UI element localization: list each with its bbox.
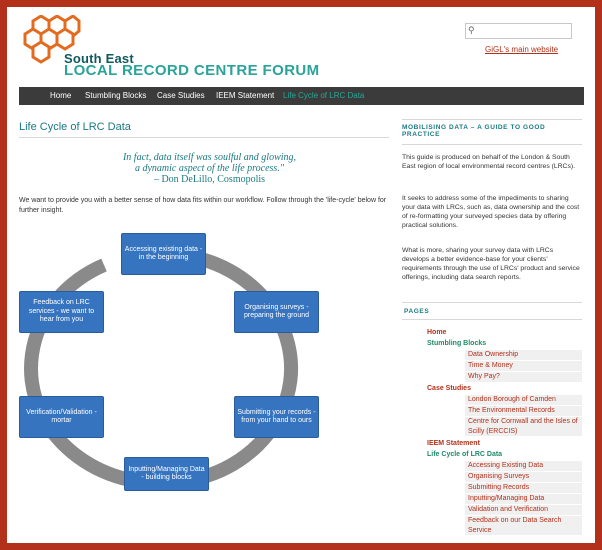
sidebar-para-2: It seeks to address some of the impediments to sharing your data with LRCs, such as, data ownership and the cost of re-formatting your surveyed species data by offering practical solutions. xyxy=(402,195,580,229)
sidebar-top-rule xyxy=(402,119,582,120)
quote xyxy=(67,152,352,185)
pages-life-cycle[interactable]: Life Cycle of LRC Data xyxy=(427,451,503,458)
pages-inputting-managing-data[interactable]: Inputting/Managing Data xyxy=(465,494,582,504)
pages-feedback[interactable]: Feedback on our Data Search Service xyxy=(465,516,582,535)
step-organising-surveys[interactable]: Organising surveys - preparing the ground xyxy=(234,291,319,333)
pages-heading-rule xyxy=(402,319,582,320)
quote-line-1: In fact, data itself was soulful and glowing, xyxy=(122,152,297,163)
page-title: Life Cycle of LRC Data xyxy=(19,121,131,133)
title-divider xyxy=(19,137,389,138)
page xyxy=(7,7,595,543)
gigl-website-link[interactable]: GiGL's main website xyxy=(485,45,559,54)
pages-validation-verification[interactable]: Validation and Verification xyxy=(465,505,582,515)
pages-stumbling-blocks[interactable]: Stumbling Blocks xyxy=(427,340,487,347)
search-input[interactable] xyxy=(465,23,572,39)
pages-top-rule xyxy=(402,302,582,303)
step-feedback[interactable]: Feedback on LRC services - we want to hear from you xyxy=(19,291,104,333)
sidebar-heading-rule xyxy=(402,144,582,145)
step-inputting-data[interactable]: Inputting/Managing Data - building blocks xyxy=(124,457,209,491)
nav-ieem-statement[interactable]: IEEM Statement xyxy=(216,91,275,100)
step-submitting-records[interactable]: Submitting your records - from your hand to ours xyxy=(234,396,319,438)
life-cycle-diagram xyxy=(19,225,339,493)
sidebar-para-1: This guide is produced on behalf of the London & South East region of local environmental record centres (LRCs). xyxy=(402,154,576,170)
pages-home[interactable]: Home xyxy=(427,329,447,336)
step-verification[interactable]: Verification/Validation - mortar xyxy=(19,396,104,438)
nav-home[interactable]: Home xyxy=(50,91,72,100)
main-nav xyxy=(19,87,584,105)
pages-submitting-records[interactable]: Submitting Records xyxy=(465,483,582,493)
sidebar-para-3: What is more, sharing your survey data with LRCs develops a better evidence-base for your clients' requirements through the use of LRCs' product and service offerings, including data search reports. xyxy=(402,247,580,281)
pages-data-ownership[interactable]: Data Ownership xyxy=(465,350,582,360)
search-icon: ⚲ xyxy=(468,25,475,35)
pages-environmental-records[interactable]: The Environmental Records xyxy=(465,406,582,416)
pages-organising-surveys[interactable]: Organising Surveys xyxy=(465,472,582,482)
pages-why-pay[interactable]: Why Pay? xyxy=(465,372,582,382)
brand-line-2: LOCAL RECORD CENTRE FORUM xyxy=(64,62,320,79)
brand-line-1: South East xyxy=(64,51,134,66)
intro-text: We want to provide you with a better sense of how data fits within our workflow. Follow through the 'life-cycle' below for further insight. xyxy=(19,197,387,214)
nav-life-cycle[interactable]: Life Cycle of LRC Data xyxy=(283,91,365,100)
pages-ieem-statement[interactable]: IEEM Statement xyxy=(427,440,480,447)
step-accessing-data[interactable]: Accessing existing data - in the beginning xyxy=(121,233,206,275)
pages-camden[interactable]: London Borough of Camden xyxy=(465,395,582,405)
pages-erccis[interactable]: Centre for Cornwall and the Isles of Scilly (ERCCIS) xyxy=(465,417,582,436)
pages-time-money[interactable]: Time & Money xyxy=(465,361,582,371)
nav-stumbling-blocks[interactable]: Stumbling Blocks xyxy=(85,91,147,100)
quote-attribution: – Don DeLillo, Cosmopolis xyxy=(153,174,266,185)
pages-case-studies[interactable]: Case Studies xyxy=(427,385,471,392)
quote-line-2: a dynamic aspect of the life process." xyxy=(134,163,285,174)
sidebar-heading: MOBILISING DATA – A GUIDE TO GOOD PRACTICE xyxy=(402,124,546,138)
nav-case-studies[interactable]: Case Studies xyxy=(157,91,205,100)
pages-heading: PAGES xyxy=(404,308,430,315)
pages-accessing-existing-data[interactable]: Accessing Existing Data xyxy=(465,461,582,471)
